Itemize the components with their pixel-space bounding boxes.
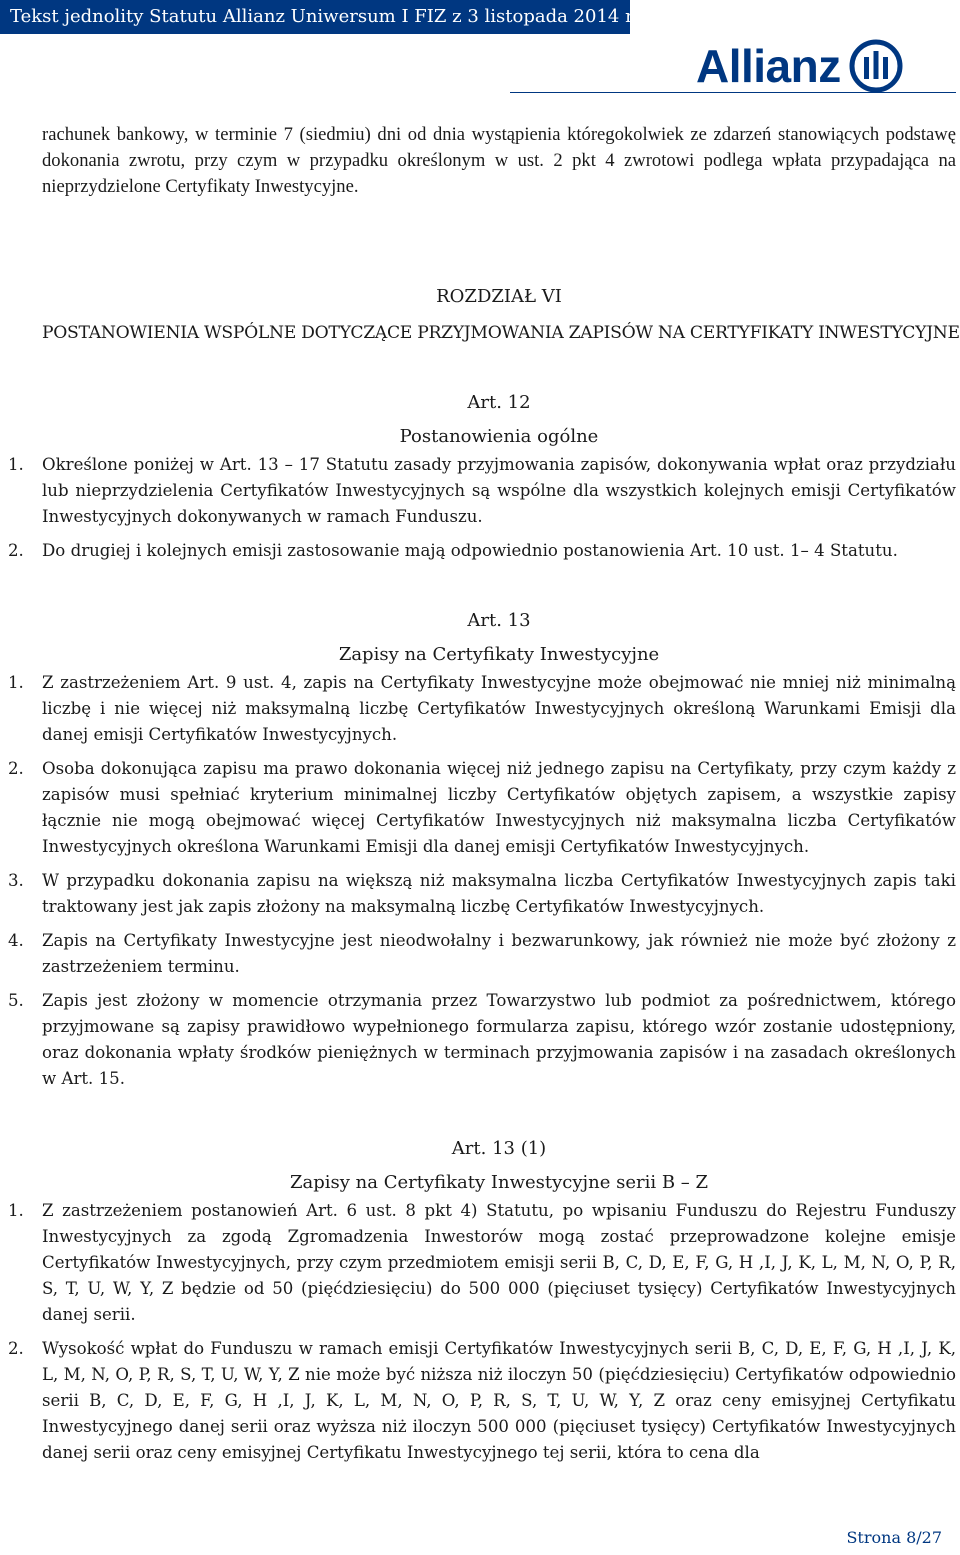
article-label: Art. 13 (467, 610, 531, 631)
article-points (8, 452, 956, 564)
point-number: 2. (8, 759, 24, 778)
point-number: 1. (8, 455, 24, 474)
point-text: Zapis na Certyfikaty Inwestycyjne jest nieodwołalny i bezwarunkowy, jak również nie może być złożony z zastrzeżeniem terminu. (42, 931, 956, 976)
logo-text: Allianz (696, 40, 841, 92)
article-point (8, 538, 956, 564)
document-title: Tekst jednolity Statutu Allianz Uniwersum I FIZ z 3 listopada 2014 roku (10, 6, 668, 27)
article-label: Art. 12 (467, 392, 531, 413)
document-body (8, 122, 960, 1474)
header-rule (510, 92, 956, 93)
page-number: Strona 8/27 (846, 1528, 942, 1547)
point-number: 2. (8, 1339, 24, 1358)
article-point (8, 756, 956, 860)
point-number: 5. (8, 991, 24, 1010)
point-text: Do drugiej i kolejnych emisji zastosowanie mają odpowiednio postanowienia Art. 10 ust. 1– 4 Statutu. (42, 541, 898, 560)
article-point (8, 988, 956, 1092)
intro-paragraph: rachunek bankowy, w terminie 7 (siedmiu) dni od dnia wystąpienia któregokolwiek ze zdarzeń stanowiących podstawę dokonania zwrotu, przy czym w przypadku określonym w ust. 2 pkt 4 zwrotowi podlega wpłata przypadająca na nieprzydzielone Certyfikaty Inwestycyjne. (42, 124, 956, 197)
point-text: Osoba dokonująca zapisu ma prawo dokonania więcej niż jednego zapisu na Certyfikaty, przy czym każdy z zapisów musi spełniać kryterium minimalnej liczby Certyfikatów objętych zapisem, a wszystkie zapisy łącznie nie mogą obejmować więcej Certyfikatów Inwestycyjnych niż maksymalna liczba Certyfikatów Inwestycyjnych określona Warunkami Emisji dla danej emisji Certyfikatów Inwestycyjnych. (42, 759, 956, 856)
chapter-label: ROZDZIAŁ VI (436, 286, 562, 307)
point-number: 1. (8, 1201, 24, 1220)
point-text: W przypadku dokonania zapisu na większą niż maksymalna liczba Certyfikatów Inwestycyjnych zapis taki traktowany jest jak zapis złożony na maksymalną liczbę Certyfikatów Inwestycyjnych. (42, 871, 956, 916)
article-point (8, 928, 956, 980)
article-title: Zapisy na Certyfikaty Inwestycyjne (338, 644, 660, 665)
point-number: 4. (8, 931, 24, 950)
point-number: 1. (8, 673, 24, 692)
article-point (8, 1198, 956, 1328)
allianz-eagle-icon (849, 39, 903, 93)
article-point (8, 670, 956, 748)
article-points (8, 1198, 956, 1466)
article-point (8, 868, 956, 920)
point-text: Z zastrzeżeniem postanowień Art. 6 ust. 8 pkt 4) Statutu, po wpisaniu Funduszu do Rejestru Funduszy Inwestycyjnych za zgodą Zgromadzenia Inwestorów mogą zostać przeprowadzone kolejne emisje Certyfikatów Inwestycyjnych, przy czym przedmiotem emisji serii B, C, D, E, F, G, H ,I, J, K, L, M, N, O, P, R, S, T, U, W, Y, Z będzie od 50 (pięćdziesięciu) do 500 000 (pięciuset tysięcy) Certyfikatów Inwestycyjnych danej serii. (42, 1201, 956, 1324)
article-label: Art. 13 (1) (451, 1138, 547, 1159)
chapter-title: POSTANOWIENIA WSPÓLNE DOTYCZĄCE PRZYJMOWANIA ZAPISÓW NA CERTYFIKATY INWESTYCYJNE (42, 323, 960, 343)
allianz-logo (696, 38, 956, 94)
point-number: 2. (8, 541, 24, 560)
article-point (8, 452, 956, 530)
point-number: 3. (8, 871, 24, 890)
article-title: Zapisy na Certyfikaty Inwestycyjne serii B – Z (290, 1172, 708, 1193)
header-bar (0, 0, 668, 34)
point-text: Zapis jest złożony w momencie otrzymania przez Towarzystwo lub podmiot za pośrednictwem, którego przyjmowane są zapisy prawidłowo wypełnionego formularza zapisu, którego wzór zostanie udostępniony, oraz dokonania wpłaty środków pieniężnych w terminach przyjmowania zapisów i na zasadach określonych w Art. 15. (42, 991, 956, 1088)
article-title: Postanowienia ogólne (399, 426, 599, 447)
point-text: Wysokość wpłat do Funduszu w ramach emisji Certyfikatów Inwestycyjnych serii B, C, D, E, F, G, H ,I, J, K, L, M, N, O, P, R, S, T, U, W, Y, Z nie może być niższa niż iloczyn 50 (pięćdziesięciu) Certyfikatów odpowiednio serii B, C, D, E, F, G, H ,I, J, K, L, M, N, O, P, R, S, T, U, W, Y, Z oraz ceny emisyjnej Certyfikatu Inwestycyjnego danej serii oraz wyższa niż iloczyn 500 000 (pięciuset tysięcy) Certyfikatów Inwestycyjnych danej serii oraz ceny emisyjnej Certyfikatu Inwestycyjnego tej serii, która to cena dla (42, 1339, 956, 1462)
article-points (8, 670, 956, 1092)
article-point (8, 1336, 956, 1466)
point-text: Określone poniżej w Art. 13 – 17 Statutu zasady przyjmowania zapisów, dokonywania wpłat oraz przydziału lub nieprzydzielenia Certyfikatów Inwestycyjnych są wspólne dla wszystkich kolejnych emisji Certyfikatów Inwestycyjnych dokonywanych w ramach Funduszu. (42, 455, 956, 526)
point-text: Z zastrzeżeniem Art. 9 ust. 4, zapis na Certyfikaty Inwestycyjne może obejmować nie mniej niż minimalną liczbę i nie więcej niż maksymalną liczbę Certyfikatów Inwestycyjnych określoną Warunkami Emisji dla danej emisji Certyfikatów Inwestycyjnych. (42, 673, 956, 744)
